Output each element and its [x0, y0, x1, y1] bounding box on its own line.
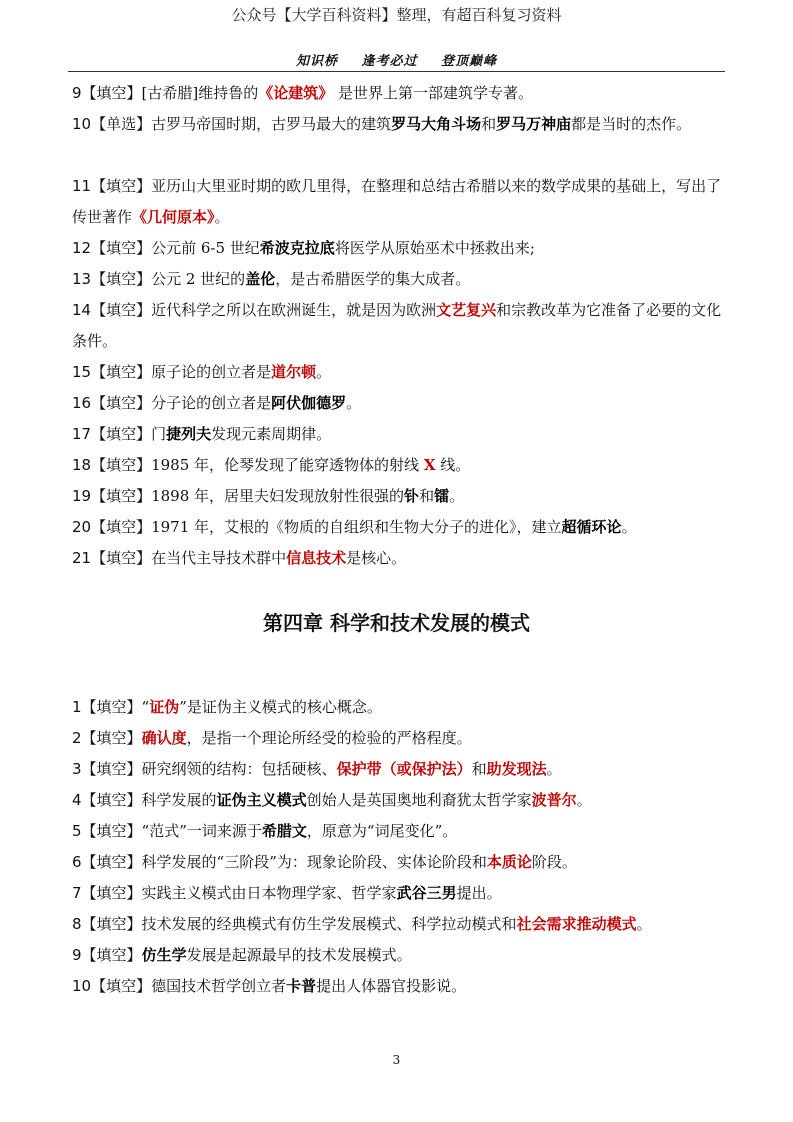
- list-item: [72, 723, 722, 754]
- item-text: 【填空】科学发展的“三阶段”为：现象论阶段、实体论阶段和: [81, 853, 487, 871]
- item-text: 。: [449, 487, 465, 505]
- highlighted-term: 信息技术: [286, 549, 347, 567]
- item-text: 发现元素周期律。: [211, 425, 332, 443]
- item-number: 19: [72, 487, 92, 505]
- item-text: 。: [346, 394, 362, 412]
- highlighted-term: 捷列夫: [166, 425, 212, 443]
- highlighted-term: 道尔顿: [271, 363, 317, 381]
- item-text: 【填空】1985 年，伦琴发现了能穿透物体的射线: [91, 456, 424, 474]
- highlighted-term: 助发现法: [486, 760, 547, 778]
- item-text: 【填空】1971 年，艾根的《物质的自组织和生物大分子的进化》，建立: [91, 518, 562, 536]
- item-text: 【填空】在当代主导技术群中: [91, 549, 287, 567]
- highlighted-term: 《几何原本》: [132, 208, 215, 226]
- item-number: 8: [72, 915, 82, 933]
- item-text: 【填空】分子论的创立者是: [91, 394, 272, 412]
- item-number: 15: [72, 363, 92, 381]
- item-number: 13: [72, 270, 92, 288]
- item-number: 10: [72, 977, 92, 995]
- highlighted-term: 武谷三男: [396, 884, 457, 902]
- item-text: 是世界上第一部建筑学专著。: [333, 84, 534, 102]
- list-item: [72, 512, 722, 543]
- highlighted-term: X: [423, 456, 436, 474]
- item-number: 6: [72, 853, 82, 871]
- list-item: [72, 388, 722, 419]
- list-item: [72, 847, 722, 878]
- item-text: 发展是起源最早的技术发展模式。: [186, 946, 412, 964]
- item-text: 都是当时的杰作。: [571, 115, 692, 133]
- item-text: 【填空】: [81, 729, 142, 747]
- list-item: [72, 816, 722, 847]
- list-item: [72, 940, 722, 971]
- header-part-2: 逢考必过: [361, 54, 418, 69]
- highlighted-term: 罗马大角斗场: [391, 115, 482, 133]
- highlighted-term: 证伪: [149, 698, 180, 716]
- item-text: ，是古希腊医学的集大成者。: [275, 270, 471, 288]
- item-text: 和: [419, 487, 435, 505]
- item-text: 【单选】古罗马帝国时期，古罗马最大的建筑: [91, 115, 392, 133]
- item-text: 【填空】[古希腊]维持鲁的: [81, 84, 259, 102]
- chapter-title: 第四章 科学和技术发展的模式: [263, 611, 530, 635]
- item-text: 阶段。: [531, 853, 577, 871]
- highlighted-term: 社会需求推动模式: [516, 915, 637, 933]
- list-item: [72, 357, 722, 388]
- item-number: 10: [72, 115, 92, 133]
- list-item: [72, 878, 722, 909]
- highlighted-term: 确认度: [141, 729, 187, 747]
- item-text: 【填空】公元前 6-5 世纪: [91, 239, 260, 257]
- item-number: 14: [72, 301, 92, 319]
- item-number: 9: [72, 84, 82, 102]
- highlighted-term: 超循环论: [561, 518, 622, 536]
- highlighted-term: 钋: [404, 487, 420, 505]
- item-number: 2: [72, 729, 82, 747]
- item-text: ，原意为“词尾变化”。: [306, 822, 458, 840]
- item-text: 【填空】: [81, 946, 142, 964]
- highlighted-term: 镭: [434, 487, 450, 505]
- item-text: 提出人体器官投影说。: [316, 977, 467, 995]
- item-number: 20: [72, 518, 92, 536]
- item-text: 【填空】“范式”一词来源于: [81, 822, 262, 840]
- item-text: 。: [621, 518, 637, 536]
- item-text: 。: [636, 915, 652, 933]
- item-text: 。: [214, 208, 230, 226]
- list-item: [72, 233, 722, 264]
- highlighted-term: 阿伏伽德罗: [271, 394, 347, 412]
- item-text: ”是证伪主义模式的核心概念。: [179, 698, 382, 716]
- item-text: 提出。: [456, 884, 502, 902]
- list-item: [72, 419, 722, 450]
- item-text: 【填空】门: [91, 425, 167, 443]
- item-text: 【填空】科学发展的: [81, 791, 217, 809]
- page-number: 3: [392, 1053, 401, 1067]
- highlighted-term: 保护带（或保护法）: [336, 760, 472, 778]
- list-item: [72, 109, 722, 140]
- item-number: 9: [72, 946, 82, 964]
- item-number: 12: [72, 239, 92, 257]
- list-item: [72, 295, 722, 357]
- list-item: [72, 264, 722, 295]
- highlighted-term: 波普尔: [531, 791, 577, 809]
- item-text: 线。: [435, 456, 471, 474]
- list-item: [72, 171, 722, 233]
- list-item: [72, 450, 722, 481]
- highlighted-term: 《论建筑》: [258, 84, 334, 102]
- item-number: 17: [72, 425, 92, 443]
- highlighted-term: 仿生学: [141, 946, 187, 964]
- item-text: 【填空】研究纲领的结构：包括硬核、: [81, 760, 337, 778]
- highlighted-term: 本质论: [486, 853, 532, 871]
- highlighted-term: 希腊文: [261, 822, 307, 840]
- list-item: [72, 971, 722, 1002]
- list-item: [72, 78, 722, 109]
- item-number: 7: [72, 884, 82, 902]
- item-number: 18: [72, 456, 92, 474]
- highlighted-term: 盖伦: [245, 270, 276, 288]
- item-text: 。: [546, 760, 562, 778]
- list-item: [72, 481, 722, 512]
- item-number: 5: [72, 822, 82, 840]
- highlighted-term: 证伪主义模式: [216, 791, 307, 809]
- running-header: [0, 50, 793, 69]
- item-text: 和: [481, 115, 497, 133]
- item-number: 21: [72, 549, 92, 567]
- item-text: 和: [471, 760, 487, 778]
- highlighted-term: 希波克拉底: [259, 239, 335, 257]
- list-item: [72, 692, 722, 723]
- list-item: [72, 754, 722, 785]
- item-text: 【填空】原子论的创立者是: [91, 363, 272, 381]
- item-number: 11: [72, 177, 92, 195]
- item-number: 4: [72, 791, 82, 809]
- item-text: 将医学从原始巫术中拯救出来;: [334, 239, 535, 257]
- item-number: 3: [72, 760, 82, 778]
- item-text: 和宗教改革为它准备了必要的文化条件。: [72, 301, 722, 350]
- item-text: 创始人是英国奥地利裔犹太哲学家: [306, 791, 532, 809]
- highlighted-term: 文艺复兴: [436, 301, 497, 319]
- header-part-1: 知识桥: [295, 54, 338, 69]
- list-item: [72, 785, 722, 816]
- highlighted-term: 卡普: [286, 977, 317, 995]
- header-part-3: 登顶巅峰: [441, 54, 498, 69]
- list-item: [72, 909, 722, 940]
- header-rule: [68, 71, 725, 72]
- item-text: 【填空】亚历山大里亚时期的欧几里得，在整理和总结古希腊以来的数学成果的基础上，写出了传世著作: [72, 177, 722, 226]
- item-text: 。: [316, 363, 332, 381]
- item-text: 【填空】实践主义模式由日本物理学家、哲学家: [81, 884, 397, 902]
- list-item: [72, 543, 722, 574]
- item-text: 【填空】“: [81, 698, 150, 716]
- item-text: 是核心。: [346, 549, 407, 567]
- item-text: 【填空】技术发展的经典模式有仿生学发展模式、科学拉动模式和: [81, 915, 517, 933]
- top-banner: 公众号【大学百科资料】整理，有超百科复习资料: [231, 6, 562, 24]
- item-text: ，是指一个理论所经受的检验的严格程度。: [186, 729, 472, 747]
- item-number: 1: [72, 698, 82, 716]
- item-text: 【填空】1898 年，居里夫妇发现放射性很强的: [91, 487, 405, 505]
- highlighted-term: 罗马万神庙: [496, 115, 572, 133]
- item-text: 。: [576, 791, 592, 809]
- item-text: 【填空】公元 2 世纪的: [91, 270, 246, 288]
- item-text: 【填空】德国技术哲学创立者: [91, 977, 287, 995]
- item-text: 【填空】近代科学之所以在欧洲诞生，就是因为欧洲: [91, 301, 437, 319]
- item-number: 16: [72, 394, 92, 412]
